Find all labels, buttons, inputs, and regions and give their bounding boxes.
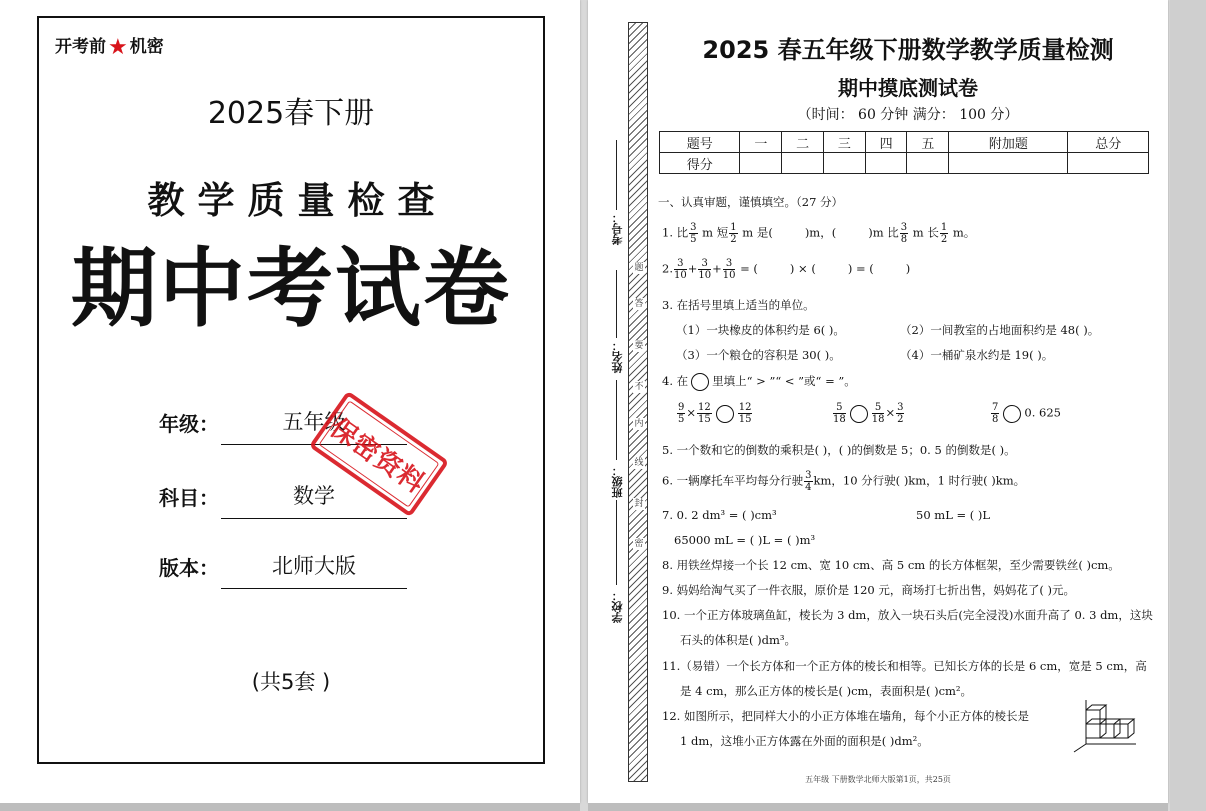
subject-field	[159, 482, 335, 511]
q1-text: m 是(	[742, 225, 773, 240]
blank-circle-icon	[850, 405, 868, 423]
question-11: 11.（易错）一个长方体和一个正方体的棱长和相等。已知长方体的长是 6 cm，宽是 5 cm，高	[662, 659, 1147, 673]
fraction: $\frac{3}{10}$	[673, 258, 687, 281]
seal-char: 封	[634, 499, 644, 509]
page-shadow	[0, 803, 580, 811]
cover-frame	[37, 16, 545, 764]
section-1-heading: 一、认真审题，谨慎填空。（27 分）	[658, 195, 844, 209]
q2-text: ) × (	[789, 261, 816, 276]
question-4-item-1	[676, 402, 753, 425]
q1-text: m 长	[912, 225, 939, 240]
question-12: 12. 如图所示，把同样大小的小正方体堆在墙角，每个小正方体的棱长是	[662, 709, 1029, 723]
score-header-cell: 题号	[660, 132, 740, 153]
times-sign: ×	[885, 405, 896, 420]
confidential-notice	[55, 32, 164, 58]
exam-time-info: （时间： 60 分钟 满分： 100 分）	[797, 107, 1019, 123]
school-label: 学校：	[611, 590, 624, 623]
score-cell	[949, 153, 1068, 174]
cover-page	[0, 0, 580, 803]
name-label: 姓名：	[611, 340, 624, 373]
q4-text: 4. 在	[662, 374, 689, 388]
score-header-cell: 二	[782, 132, 824, 153]
viewer-scroll-area[interactable]	[1170, 0, 1206, 811]
fraction: $\frac{3}{10}$	[722, 258, 736, 281]
fraction: $\frac{12}{15}$	[738, 402, 752, 425]
times-sign: ×	[686, 405, 697, 420]
score-cell	[823, 153, 865, 174]
blank-circle-icon	[1003, 405, 1021, 423]
question-10: 10. 一个正方体玻璃鱼缸，棱长为 3 dm，放入一块石头后(完全浸没)水面升高了 0. 3 dm，这块	[662, 608, 1153, 622]
grade-value: 五年级	[221, 406, 407, 445]
star-icon: ★	[108, 35, 128, 60]
grade-label: 年级：	[159, 412, 219, 436]
kaohao-label: 考号：	[611, 212, 624, 245]
question-4-item-3	[990, 402, 1061, 425]
seal-char: 不	[634, 382, 644, 392]
q1-text: )m，(	[804, 225, 837, 240]
score-row-label: 得分	[660, 153, 740, 174]
question-12-cont: 1 dm，这堆小正方体露在外面的面积是( )dm²。	[680, 734, 929, 748]
stacked-cubes-figure	[1072, 690, 1138, 756]
edition-value: 北师大版	[221, 550, 407, 589]
question-3-1: （1）一块橡皮的体积约是 6( )。	[676, 323, 845, 337]
q6-text: 6. 一辆摩托车平均每分行驶	[662, 473, 804, 488]
fraction: $\frac{5}{18}$	[833, 402, 846, 425]
seal-char: 答	[634, 299, 644, 309]
q1-text: )m 比	[868, 225, 899, 240]
question-4	[662, 373, 856, 391]
question-7-1: 7. 0. 2 dm³ = ( )cm³	[662, 508, 777, 522]
score-table	[659, 131, 1149, 174]
blank-circle-icon	[691, 373, 709, 391]
q2-text: = (	[740, 261, 758, 276]
class-line	[616, 380, 617, 460]
question-9: 9. 妈妈给淘气买了一件衣服，原价是 120 元，商场打七折出售，妈妈花了( )元。	[662, 583, 1076, 597]
seal-char: 密	[634, 539, 644, 549]
secret-prefix: 开考前	[55, 37, 106, 57]
blank-circle-icon	[716, 405, 734, 423]
seal-char: 题	[634, 263, 644, 273]
score-table-score-row	[660, 153, 1149, 174]
question-10-cont: 石头的体积是( )dm³。	[680, 633, 797, 647]
cover-main-title: 期中考试卷	[71, 239, 511, 339]
score-table-header-row	[660, 132, 1149, 153]
score-cell	[782, 153, 824, 174]
q4-text: 里填上“ > ”“ < ”或“ = ”。	[712, 374, 856, 388]
fraction: $\frac{7}{8}$	[992, 402, 999, 425]
score-cell	[865, 153, 907, 174]
score-cell	[1068, 153, 1149, 174]
q2-text: +	[687, 261, 698, 276]
q2-text: 2.	[662, 261, 673, 276]
q1-text: m。	[952, 225, 976, 240]
seal-char: 要	[634, 341, 644, 351]
q1-text: m 短	[702, 225, 729, 240]
score-cell	[740, 153, 782, 174]
question-5: 5. 一个数和它的倒数的乘积是( )，( )的倒数是 5；0. 5 的倒数是( )。	[662, 443, 1016, 457]
grade-field	[159, 408, 346, 437]
subject-label: 科目：	[159, 486, 219, 510]
fraction: $\frac{3}{10}$	[698, 258, 712, 281]
question-2	[662, 258, 910, 281]
subject-value: 数学	[221, 480, 407, 519]
fraction: $\frac{9}{5}$	[678, 402, 685, 425]
q2-text: +	[712, 261, 722, 276]
question-1	[662, 222, 975, 245]
fraction: $\frac{12}{15}$	[698, 402, 711, 425]
q6-text: km，10 分行驶( )km，1 时行驶( )km。	[813, 473, 1026, 488]
school-line	[616, 500, 617, 585]
question-8: 8. 用铁丝焊接一个长 12 cm、宽 10 cm、高 5 cm 的长方体框架，至少需要铁丝( )cm。	[662, 558, 1120, 572]
score-header-cell: 四	[865, 132, 907, 153]
score-header-cell: 总分	[1068, 132, 1149, 153]
q1-text: 1. 比	[662, 225, 689, 240]
question-4-item-2	[832, 402, 905, 425]
fraction: $\frac{3}{4}$	[805, 470, 812, 493]
fraction: $\frac{3}{2}$	[897, 402, 904, 425]
q2-text: )	[905, 261, 911, 276]
binding-strip	[628, 22, 648, 782]
question-7-3: 65000 mL = ( )L = ( )m³	[674, 533, 816, 547]
question-3-3: （3）一个粮仓的容积是 30( )。	[676, 348, 841, 362]
cover-subtitle: 教学质量检查	[147, 179, 448, 222]
score-header-cell: 一	[740, 132, 782, 153]
class-label: 班级：	[611, 465, 624, 498]
fraction: $\frac{3}{5}$	[690, 222, 697, 245]
exam-page	[588, 0, 1168, 803]
fraction: $\frac{3}{8}$	[900, 222, 908, 245]
seal-char: 内	[634, 419, 644, 429]
q4-value: 0. 625	[1024, 405, 1061, 420]
set-count: (共5套 )	[251, 670, 331, 694]
score-cell	[907, 153, 949, 174]
page-footer: 五年级 下册数学北师大版第1页，共25页	[805, 775, 951, 784]
name-line	[616, 270, 617, 338]
stamp-text: 保密资料	[324, 412, 431, 500]
cover-year: 2025春下册	[207, 96, 375, 131]
score-header-cell: 附加题	[949, 132, 1068, 153]
exam-subtitle: 期中摸底测试卷	[838, 76, 978, 100]
score-header-cell: 五	[907, 132, 949, 153]
question-6	[662, 470, 1025, 493]
q2-text: ) = (	[847, 261, 874, 276]
page-shadow	[588, 803, 1168, 811]
fraction: $\frac{5}{18}$	[871, 402, 885, 425]
question-3-2: （2）一间教室的占地面积约是 48( )。	[900, 323, 1100, 337]
secret-suffix: 机密	[129, 37, 164, 57]
seal-char: 线	[634, 458, 644, 468]
edition-field	[159, 552, 356, 581]
exam-title: 2025 春五年级下册数学教学质量检测	[702, 36, 1114, 64]
question-3: 3. 在括号里填上适当的单位。	[662, 298, 815, 312]
score-header-cell: 三	[823, 132, 865, 153]
fraction: $\frac{1}{2}$	[730, 222, 737, 245]
question-7-2: 50 mL = ( )L	[916, 508, 991, 522]
fraction: $\frac{1}{2}$	[940, 222, 948, 245]
question-3-4: （4）一桶矿泉水约是 19( )。	[900, 348, 1054, 362]
kaohao-line	[616, 140, 617, 210]
question-11-cont: 是 4 cm，那么正方体的棱长是( )cm，表面积是( )cm²。	[680, 684, 973, 698]
edition-label: 版本：	[159, 556, 219, 580]
